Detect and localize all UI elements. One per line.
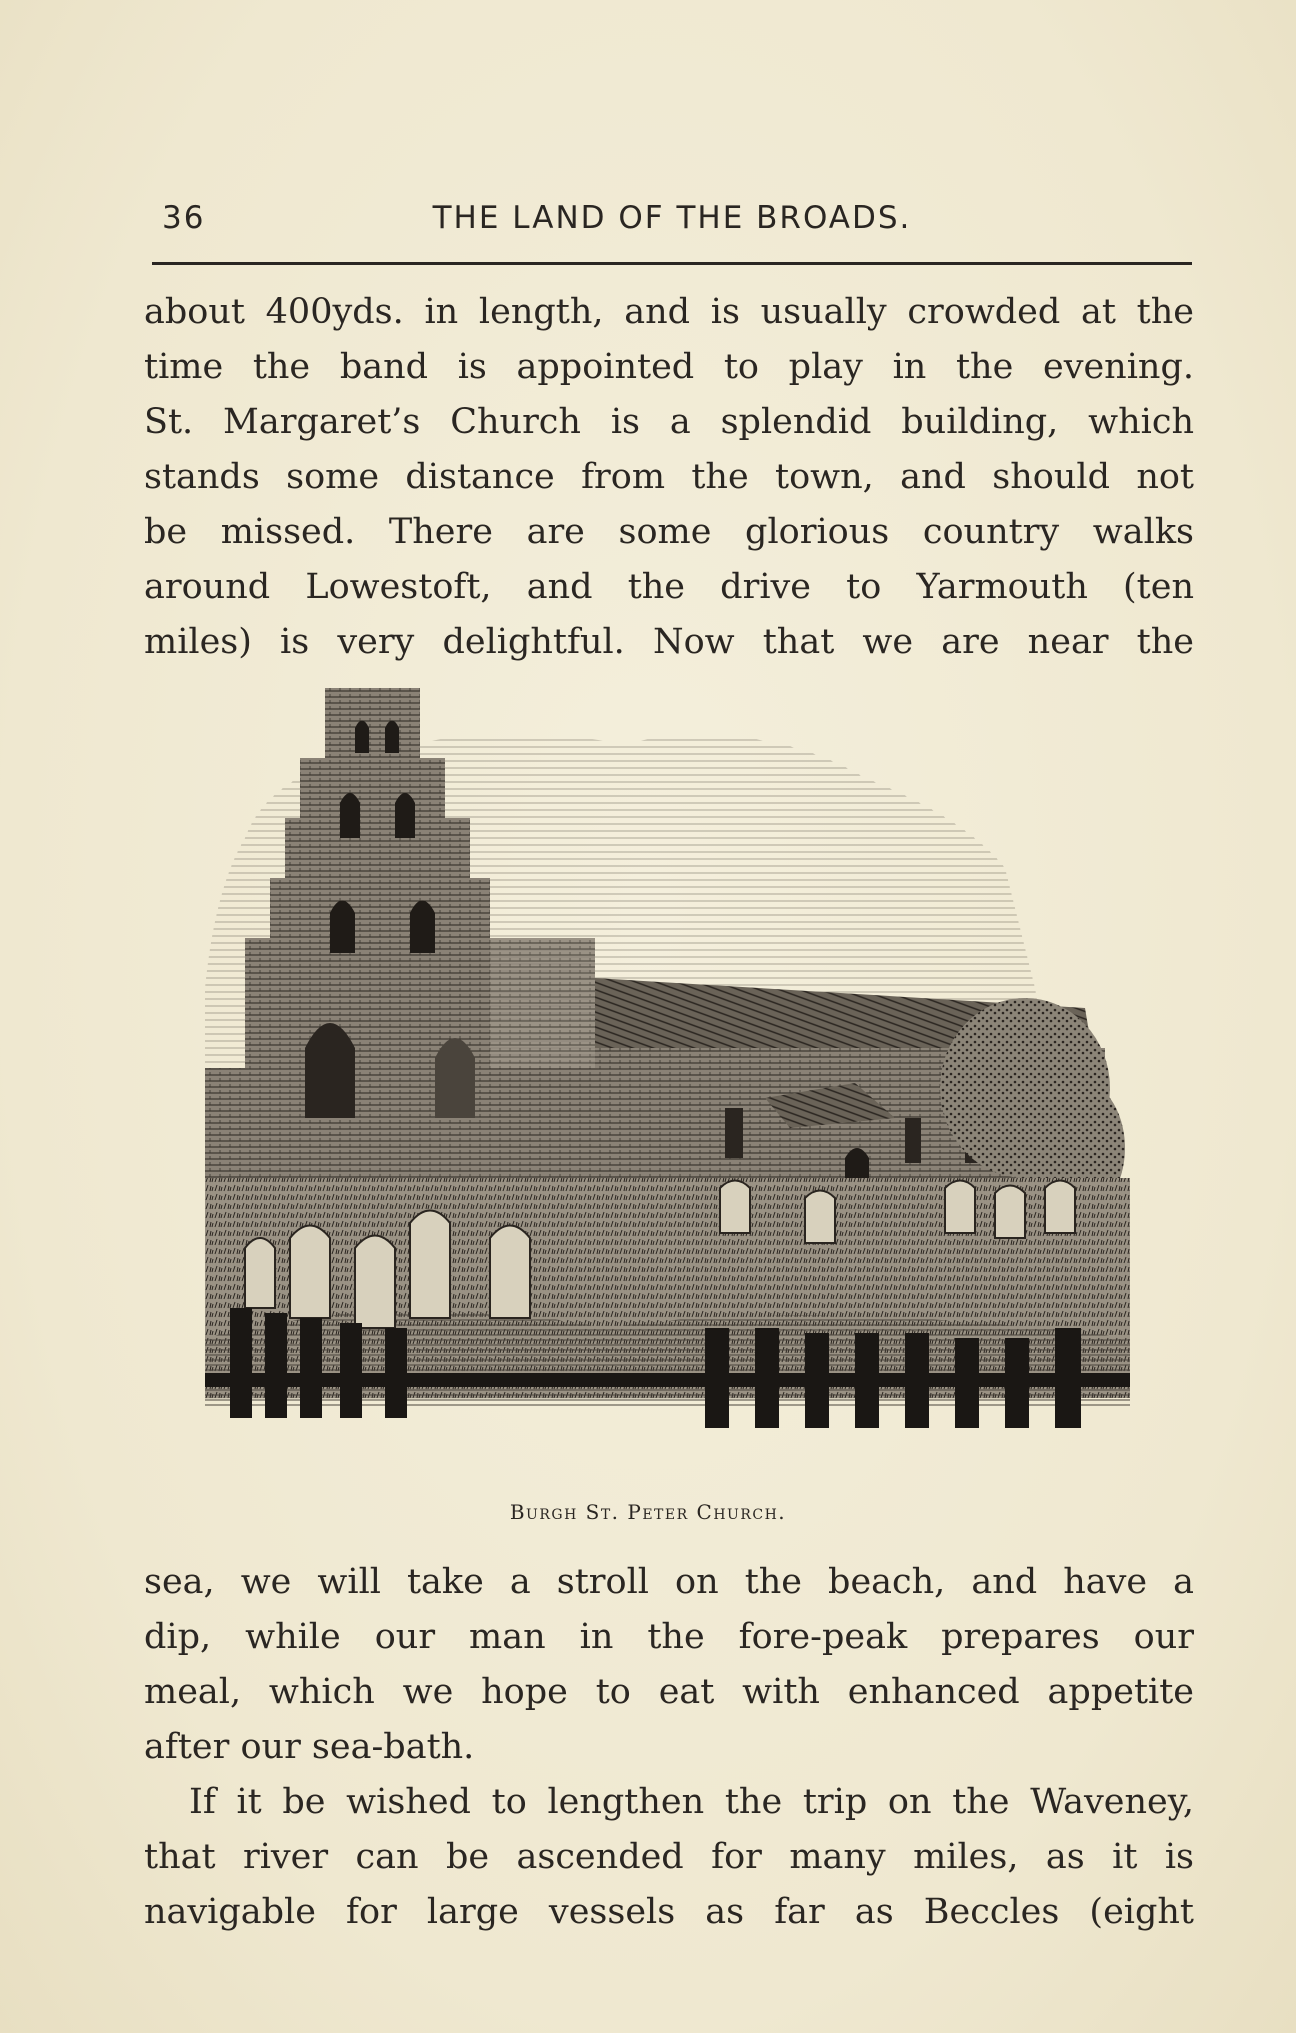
text-line: miles) is very delightful. Now that we are near the	[144, 622, 1194, 662]
church-engraving	[205, 688, 1130, 1478]
text-line: time the band is appointed to play in the evening.	[144, 347, 1194, 387]
paragraph-3	[144, 1775, 1194, 1940]
text-line: after our sea-bath.	[144, 1727, 475, 1767]
paragraph-1	[144, 285, 1194, 670]
text-line: sea, we will take a stroll on the beach, and have a	[144, 1562, 1194, 1602]
text-line: stands some distance from the town, and should not	[144, 457, 1194, 497]
paragraph-2	[144, 1555, 1194, 1775]
text-line: about 400yds. in length, and is usually crowded at the	[144, 292, 1194, 332]
text-line: that river can be ascended for many miles, as it is	[144, 1837, 1194, 1877]
text-line: dip, while our man in the fore-peak prepares our	[144, 1617, 1194, 1657]
text-line: St. Margaret’s Church is a splendid building, which	[144, 402, 1194, 442]
illustration-caption: Burgh St. Peter Church.	[509, 1500, 787, 1524]
text-line: be missed. There are some glorious country walks	[144, 512, 1194, 552]
text-line: meal, which we hope to eat with enhanced appetite	[144, 1672, 1194, 1712]
running-title: THE LAND OF THE BROADS.	[432, 200, 912, 236]
text-line: navigable for large vessels as far as Beccles (eight	[144, 1892, 1194, 1932]
header-rule	[152, 262, 1192, 265]
text-line: If it be wished to lengthen the trip on the Waveney,	[189, 1782, 1194, 1822]
text-line: around Lowestoft, and the drive to Yarmouth (ten	[144, 567, 1194, 607]
page-number: 36	[162, 200, 206, 236]
running-header	[152, 192, 1192, 242]
